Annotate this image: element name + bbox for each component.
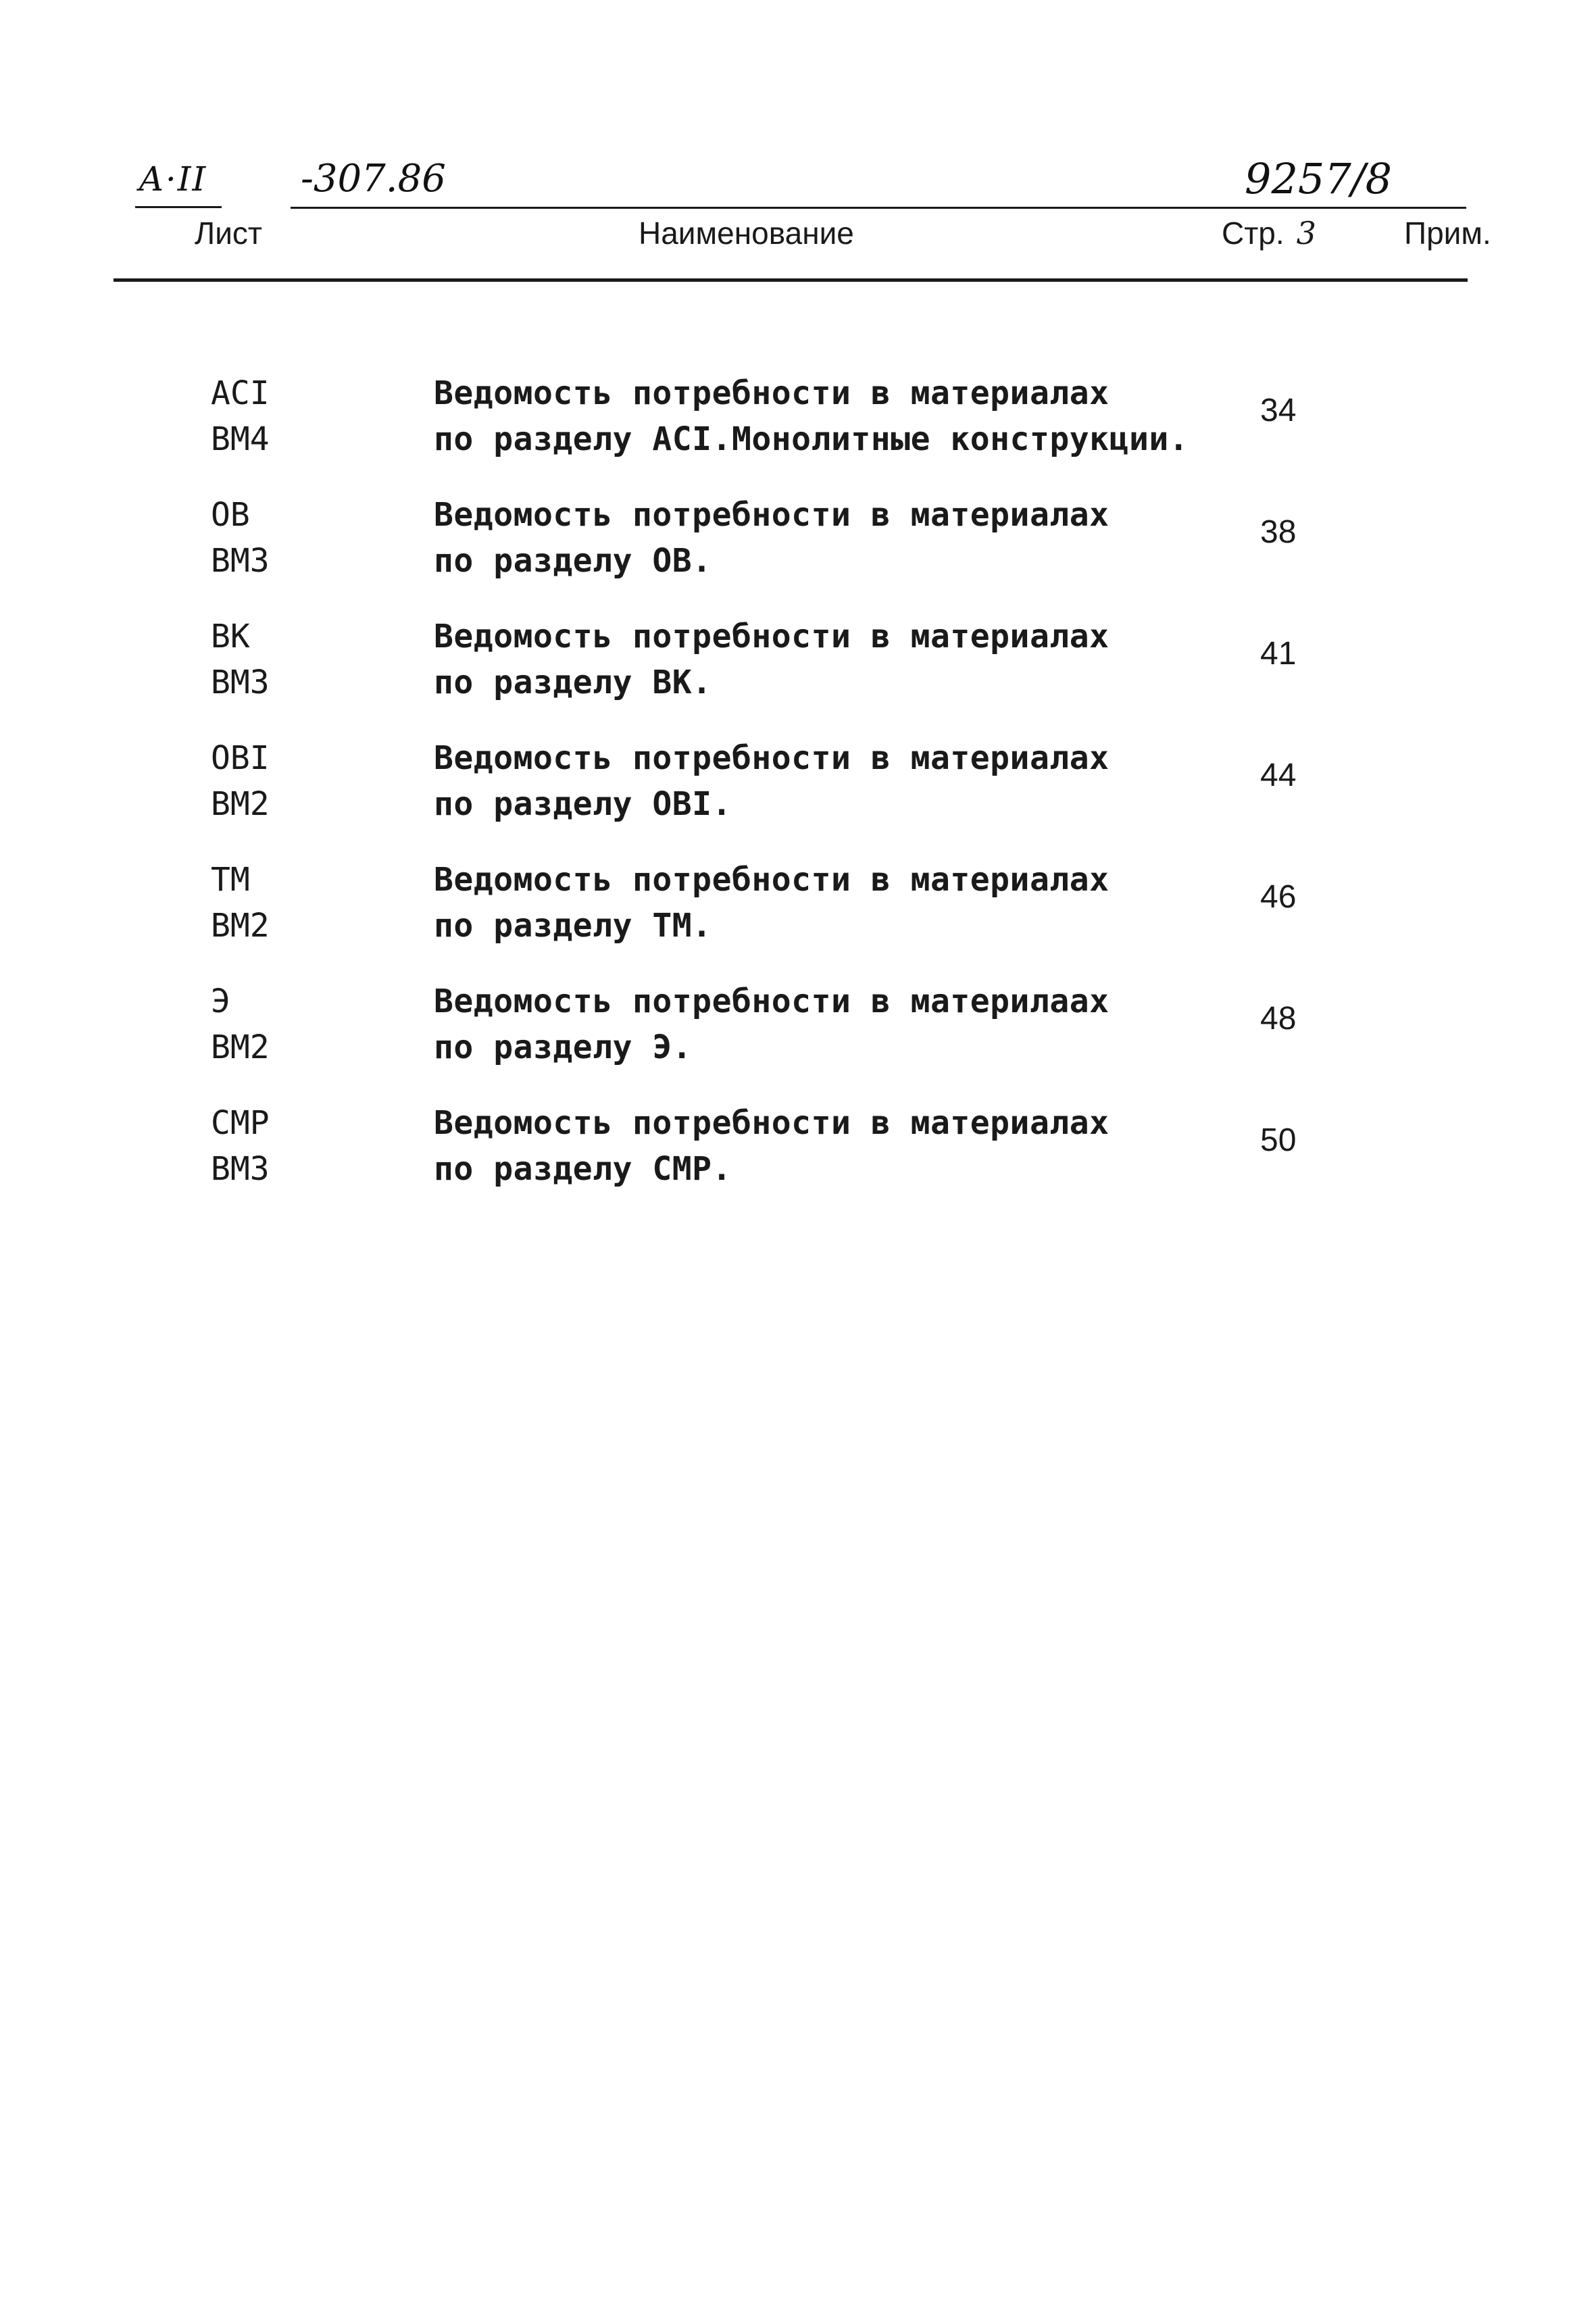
description-line1: Ведомость потребности в материалах bbox=[434, 496, 1109, 534]
row-page: 34 bbox=[1260, 393, 1297, 428]
section-code: АСI bbox=[211, 374, 270, 412]
sheet-number: ВМ3 bbox=[211, 542, 270, 580]
description-line2: по разделу Э. bbox=[434, 1028, 693, 1066]
row-description bbox=[434, 614, 1109, 705]
section-code: ОВ bbox=[211, 496, 250, 534]
table-row bbox=[0, 492, 1596, 614]
sheet-number: ВМ2 bbox=[211, 907, 270, 945]
table-row bbox=[0, 978, 1596, 1100]
section-code: СМР bbox=[211, 1104, 270, 1142]
page-label: Стр. bbox=[1222, 216, 1285, 251]
table-row bbox=[0, 1100, 1596, 1222]
section-code: ВК bbox=[211, 618, 250, 655]
document-number: 9257/8 bbox=[1245, 154, 1393, 203]
row-page: 44 bbox=[1260, 757, 1297, 793]
description-line2: по разделу ВК. bbox=[434, 664, 712, 701]
sheet-code bbox=[211, 614, 270, 705]
sheet-code bbox=[211, 978, 270, 1070]
document-code: -307.86 bbox=[301, 157, 446, 201]
description-line2: по разделу СМР. bbox=[434, 1150, 732, 1188]
table-row bbox=[0, 735, 1596, 857]
sheet-number: ВМ2 bbox=[211, 1028, 270, 1066]
row-description bbox=[434, 735, 1109, 827]
row-page: 41 bbox=[1260, 636, 1297, 672]
row-page: 38 bbox=[1260, 514, 1297, 550]
column-header-list: Лист bbox=[195, 216, 262, 251]
description-line2: по разделу ОВ. bbox=[434, 542, 712, 580]
description-line1: Ведомость потребности в материалах bbox=[434, 374, 1109, 412]
row-description bbox=[434, 1100, 1109, 1192]
table-row bbox=[0, 370, 1596, 492]
description-line1: Ведомость потребности в материалах bbox=[434, 618, 1109, 655]
row-page: 46 bbox=[1260, 879, 1297, 915]
header-rule bbox=[114, 278, 1468, 282]
sheet-code bbox=[211, 735, 270, 827]
description-line1: Ведомость потребности в материалах bbox=[434, 739, 1109, 777]
sheet-code bbox=[211, 1100, 270, 1192]
row-page: 48 bbox=[1260, 1001, 1297, 1037]
row-description bbox=[434, 857, 1109, 949]
sheet-number: ВМ3 bbox=[211, 664, 270, 701]
page-number: 3 bbox=[1296, 215, 1316, 251]
sheet-number: ВМ3 bbox=[211, 1150, 270, 1188]
description-line2: по разделу ТМ. bbox=[434, 907, 712, 945]
stamp-rule bbox=[291, 207, 1466, 209]
stamp-underline-left bbox=[135, 206, 222, 208]
description-line1: Ведомость потребности в материалах bbox=[434, 861, 1109, 899]
column-header-note: Прим. bbox=[1404, 216, 1491, 251]
description-line1: Ведомость потребности в материалах bbox=[434, 1104, 1109, 1142]
table-row bbox=[0, 614, 1596, 735]
column-header-name: Наименование bbox=[639, 216, 854, 251]
column-header-page bbox=[1222, 215, 1316, 251]
description-line2: по разделу АСI.Монолитные конструкции. bbox=[434, 420, 1189, 458]
section-code: ТМ bbox=[211, 861, 250, 899]
row-description bbox=[434, 492, 1109, 584]
table-row bbox=[0, 857, 1596, 978]
row-page: 50 bbox=[1260, 1122, 1297, 1158]
sheet-number: ВМ2 bbox=[211, 785, 270, 823]
section-code: Э bbox=[211, 982, 230, 1020]
series-mark: А·II bbox=[139, 159, 207, 199]
description-line1: Ведомость потребности в материлаах bbox=[434, 982, 1109, 1020]
sheet-number: ВМ4 bbox=[211, 420, 270, 458]
sheet-code bbox=[211, 857, 270, 949]
row-description bbox=[434, 370, 1189, 462]
row-description bbox=[434, 978, 1109, 1070]
section-code: ОВI bbox=[211, 739, 270, 777]
description-line2: по разделу ОВI. bbox=[434, 785, 732, 823]
sheet-code bbox=[211, 492, 270, 584]
sheet-code bbox=[211, 370, 270, 462]
